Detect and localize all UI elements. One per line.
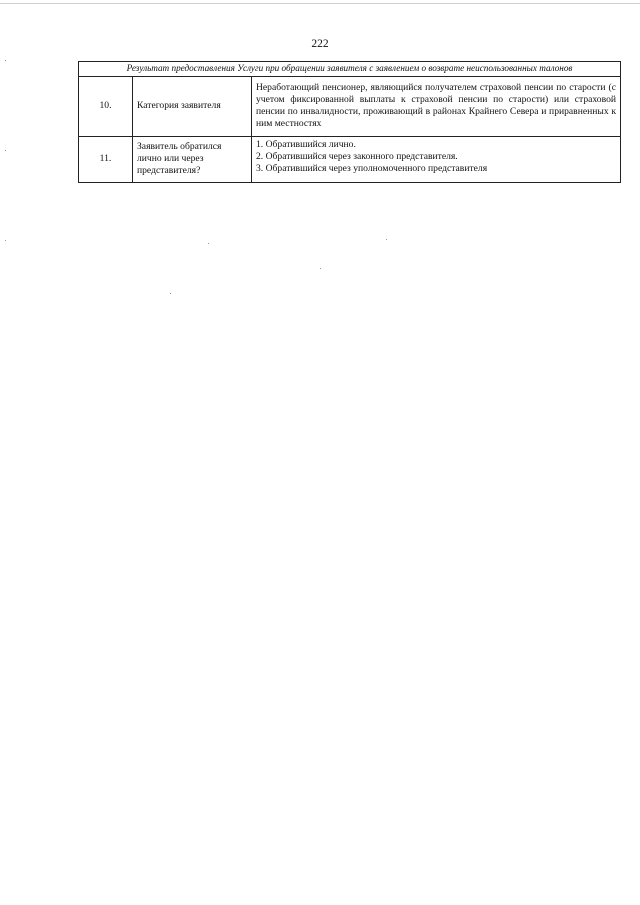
scan-speck [386,239,387,240]
row-number: 10. [79,76,133,136]
scan-speck [320,268,321,269]
table-row [79,76,621,136]
row-value-list [252,136,621,182]
scan-speck [5,60,6,61]
row-label: Заявитель обратился лично или через представителя? [133,136,252,182]
scan-speck [208,243,209,244]
row-value: Неработающий пенсионер, являющийся получателем страховой пенсии по старости (с учетом фиксированной выплаты к страховой пенсии по старости) или страховой пенсии по инвалидности, проживающий в районах Крайнего Севера и приравненных к ним местностях [252,76,621,136]
list-item: 1. Обратившийся лично. [256,138,356,150]
list-item: 2. Обратившийся через законного представителя. [256,150,458,162]
service-result-table [78,61,621,183]
table-row [79,136,621,182]
scan-speck [5,150,6,151]
scan-speck [5,240,6,241]
scan-speck [170,293,171,294]
table-header: Результат предоставления Услуги при обращении заявителя с заявлением о возврате неиспользованных талонов [79,62,621,77]
scan-top-edge [0,3,640,4]
page-number: 222 [311,38,329,50]
row-label: Категория заявителя [133,76,252,136]
table-header-row [79,62,621,77]
list-item: 3. Обратившийся через уполномоченного представителя [256,162,488,174]
row-number: 11. [79,136,133,182]
